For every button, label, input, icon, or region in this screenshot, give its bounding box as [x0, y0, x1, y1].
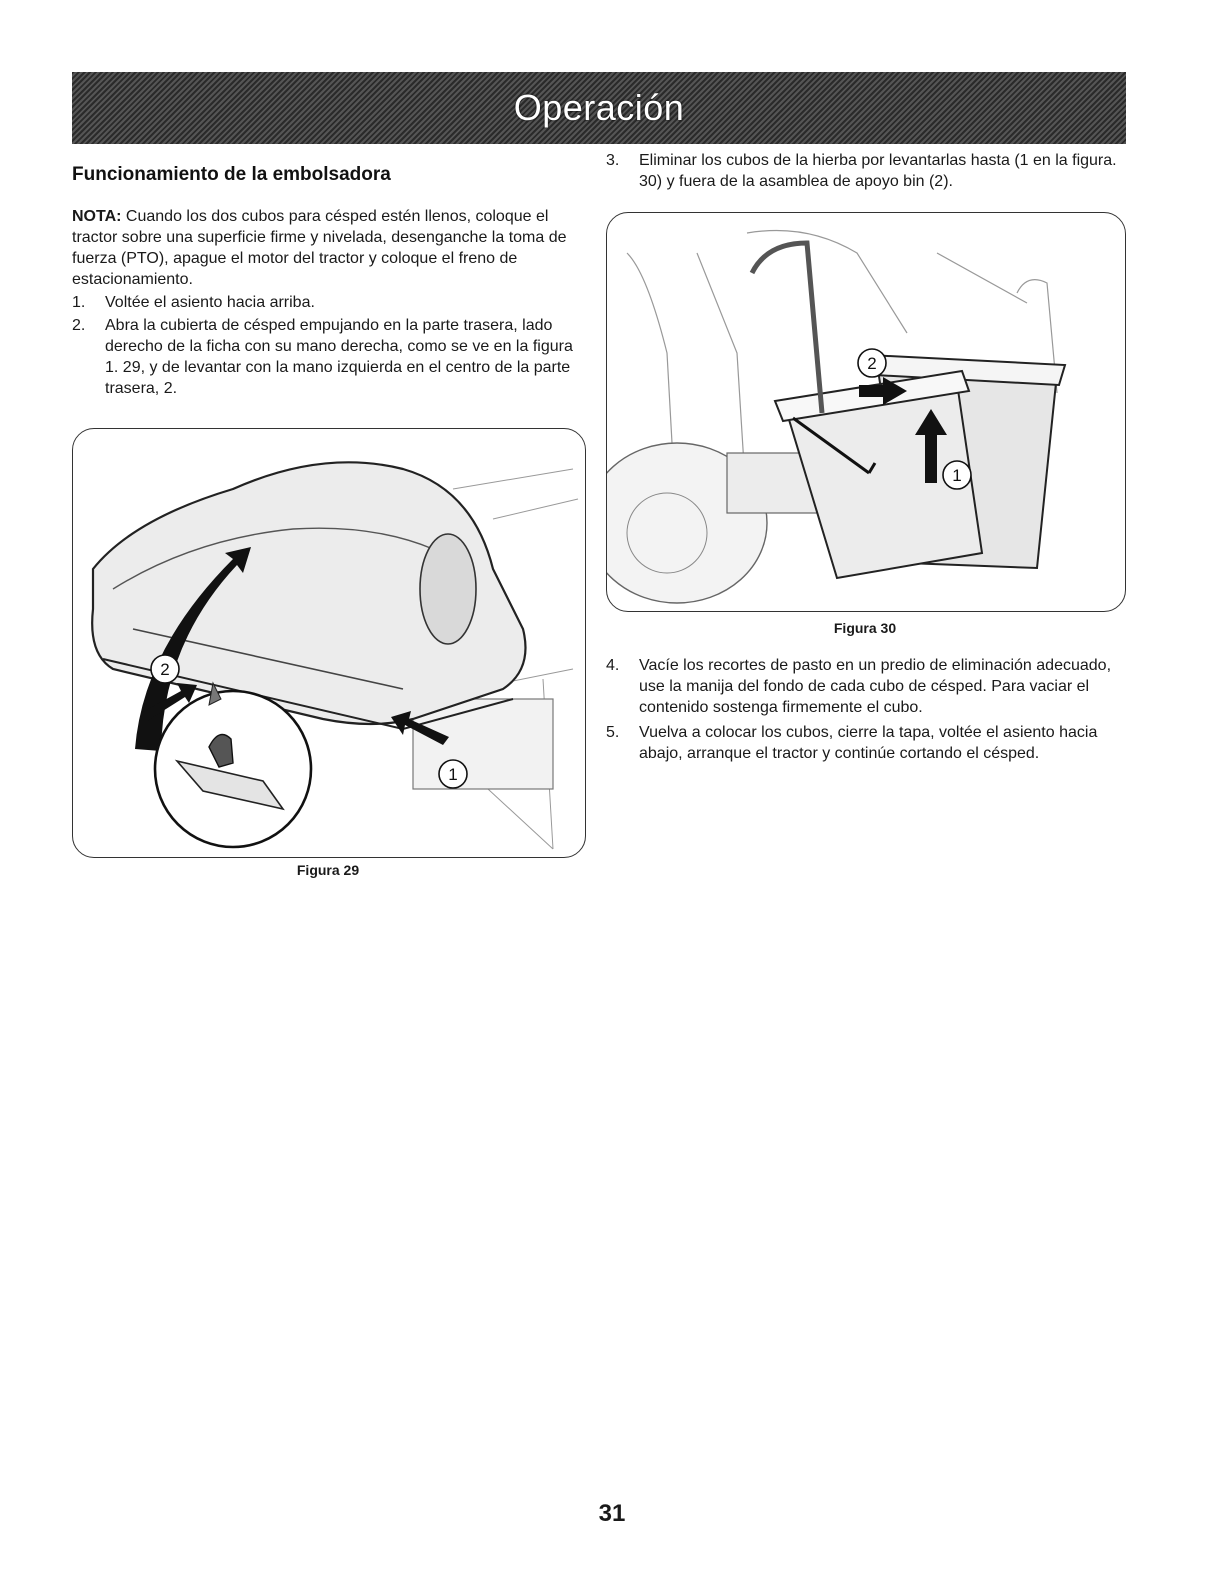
figure-29-frame [72, 428, 586, 858]
figure-29-callout-1: 1 [448, 765, 458, 784]
step-text: Eliminar los cubos de la hierba por levantarlas hasta (1 en la figura. 30) y fuera de la asamblea de apoyo bin (2). [639, 152, 1117, 190]
figure-29-callout-2: 2 [160, 660, 170, 679]
step-number: 5. [606, 724, 620, 741]
list-item [72, 315, 587, 399]
subsection-heading: Funcionamiento de la embolsadora [72, 164, 391, 185]
figure-30-frame [606, 212, 1126, 612]
step-text: Voltée el asiento hacia arriba. [105, 294, 315, 311]
section-header-banner [72, 72, 1126, 144]
page-number: 31 [598, 1500, 626, 1527]
step-text: Abra la cubierta de césped empujando en la parte trasera, lado derecho de la ficha con su mano derecha, como se ve en la figura 1. 29, y de levantar con la mano izquierda en el centro de la parte trasera, 2. [105, 317, 573, 397]
steps-list-left [72, 292, 587, 399]
note-label: NOTA: [72, 208, 122, 225]
list-item [606, 722, 1126, 764]
step-number: 4. [606, 657, 620, 674]
section-title: Operación [513, 87, 685, 128]
step-number: 2. [72, 317, 86, 334]
left-column [72, 158, 587, 401]
figure-30-illustration [607, 213, 1125, 611]
right-column-bottom [606, 655, 1126, 766]
step-text: Vacíe los recortes de pasto en un predio de eliminación adecuado, use la manija del fondo de cada cubo de césped. Para vaciar el contenido sostenga firmemente el cubo. [639, 657, 1112, 716]
figure-30-callout-2: 2 [867, 354, 877, 373]
figure-30-caption: Figura 30 [833, 620, 897, 636]
figure-29-caption: Figura 29 [296, 862, 360, 878]
step-number: 1. [72, 294, 86, 311]
figure-29-illustration [73, 429, 585, 857]
list-item [72, 292, 587, 313]
list-item [606, 150, 1126, 192]
steps-list-right-top [606, 150, 1126, 192]
step-number: 3. [606, 152, 620, 169]
right-column [606, 150, 1126, 194]
step-text: Vuelva a colocar los cubos, cierre la tapa, voltée el asiento hacia abajo, arranque el tractor y continúe cortando el césped. [639, 724, 1098, 762]
figure-30-callout-1: 1 [952, 466, 962, 485]
steps-list-right-bottom [606, 655, 1126, 764]
note-paragraph [72, 206, 587, 290]
list-item [606, 655, 1126, 718]
note-text: Cuando los dos cubos para césped estén llenos, coloque el tractor sobre una superficie firme y nivelada, desenganche la toma de fuerza (PTO), apague el motor del tractor y coloque el freno de estacionamiento. [72, 208, 567, 288]
